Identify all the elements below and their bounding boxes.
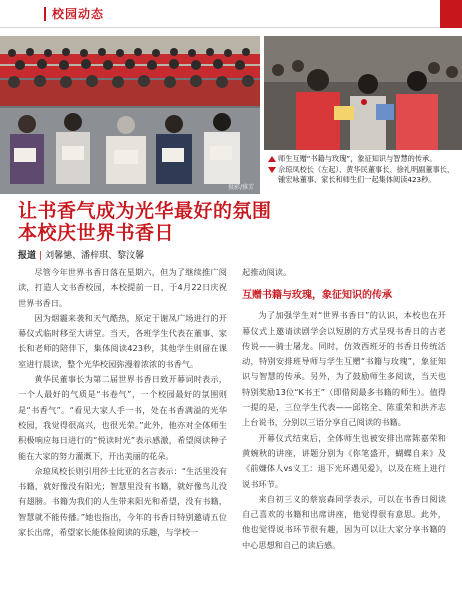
paragraph: 来自初三义的蔡宸森同学表示，可以在书香日阅读自己喜欢的书籍和出席讲座，他觉得很有意思。此外，他也觉得说书环节很有趣，因为可以让大家分享书籍的中心思想和自己的读后感。: [242, 493, 446, 550]
byline-label: 报道: [18, 251, 37, 261]
page-edge-tab: [440, 0, 462, 28]
caption-side-photo: [268, 154, 458, 164]
section-header: [0, 0, 462, 28]
caption-text: 师生互赠“书籍与玫瑰”，象征知识与智慧的传承。: [278, 154, 437, 163]
paragraph: 黄华民董事长为第二届世界书香日致开幕词时表示，一个人最好的气质是“书卷气”，一个校园最好的氛围则是“书香气”。“看见大家人手一书，处在书香满溢的光华校园，我觉得很高兴，也很光荣。”此外，他亦对全体师生积极响应每日进行的“悦读时光”表示感激，希望阅读种子能在大家的努力灌溉下，开出美丽的花朵。: [18, 374, 227, 461]
byline: [18, 248, 144, 261]
article-column-left: [18, 265, 227, 540]
auditorium-reading-photo: [0, 36, 260, 194]
paragraph: 为了加强学生对“世界书香日”的认识，本校也在开幕仪式上邀请读剧学会以短剧的方式呈现书香日的古老传说——骑士屠龙。同时，仿效西班牙的书香日传统活动，特别安排班导师与学生互赠“书籍与玫瑰”，象征知识与智慧的传承。另外，为了鼓励师生多阅读，当天也特别奖励13位“K书王”（即借阅最多书籍的师生）。值得一提的是，三位学生代表——邱铭全、陈重荣和洪齐志上台说书，分别以三语分享自己阅读的书籍。: [242, 310, 446, 428]
exchange-photo-graphic: [264, 36, 462, 150]
byline-authors: 刘馨憓、潘梓琪、黎汶馨: [45, 251, 145, 261]
caption-main-photo: [268, 165, 458, 185]
section-subheading: 互赠书籍与玫瑰，象征知识的传承: [242, 290, 392, 302]
section-title: 校园动态: [52, 7, 105, 21]
paragraph: 因为烟霾来袭和天气酷热，原定于谢凤广场进行的开幕仪式临时移至大讲堂。当天，各班学生代表在董事、家长和老师的陪伴下，集体阅读423秒，其他学生则留在课室进行晨读，整个光华校园弥漫着浓浓的书香气。: [18, 312, 227, 369]
headline-line-2: 本校庆世界书香日: [18, 222, 175, 244]
section-marker: [44, 7, 46, 21]
caption-arrow-up-icon: [268, 156, 276, 162]
paragraph-continued: 起推动阅读。: [242, 267, 292, 277]
book-rose-exchange-photo: [264, 36, 462, 150]
caption-arrow-left-icon: [268, 167, 276, 173]
photo-captions: [268, 154, 458, 186]
paragraph: 佘琼凤校长则引用莎士比亚的名言表示：“生活里没有书籍，就好像没有阳光；智慧里没有书籍，就好像鸟儿没有翅膀。书籍为我们的人生带来阳光和希望，没有书籍，智慧就不能传播。”她也指出，今年的书香日特别邀请五位家长出席，希望家长能体验阅读的乐趣，与学校一: [18, 465, 227, 538]
article-column-right: [242, 265, 446, 553]
paragraph: 开幕仪式结束后，全体师生也被安排出席陈嘉荣和黄婉秋的讲座，讲题分别为《你笔盛开，蝴蝶自来》及《前嫌体人vs义工：退下光环遇见爱》，以及在班上进行说书环节。: [242, 432, 446, 489]
paragraph: 尽管今年世界书香日落在星期六，但为了继续推广阅读，打造人文书香校园，本校提前一日，于4月22日庆祝世界书香日。: [18, 267, 227, 308]
article-headline: [18, 200, 448, 244]
byline-separator: |: [39, 251, 43, 261]
headline-line-1: 让书香气成为光华最好的氛围: [18, 200, 272, 222]
auditorium-photo-graphic: [0, 36, 260, 194]
caption-text: 佘琼凤校长（左起）、黄华民董事长、徐礼明副董事长、锺宏咏董事、家长和师生们一起集体阅读423秒。: [278, 165, 455, 184]
photo-credit: 摄影/雅芳: [227, 184, 254, 191]
